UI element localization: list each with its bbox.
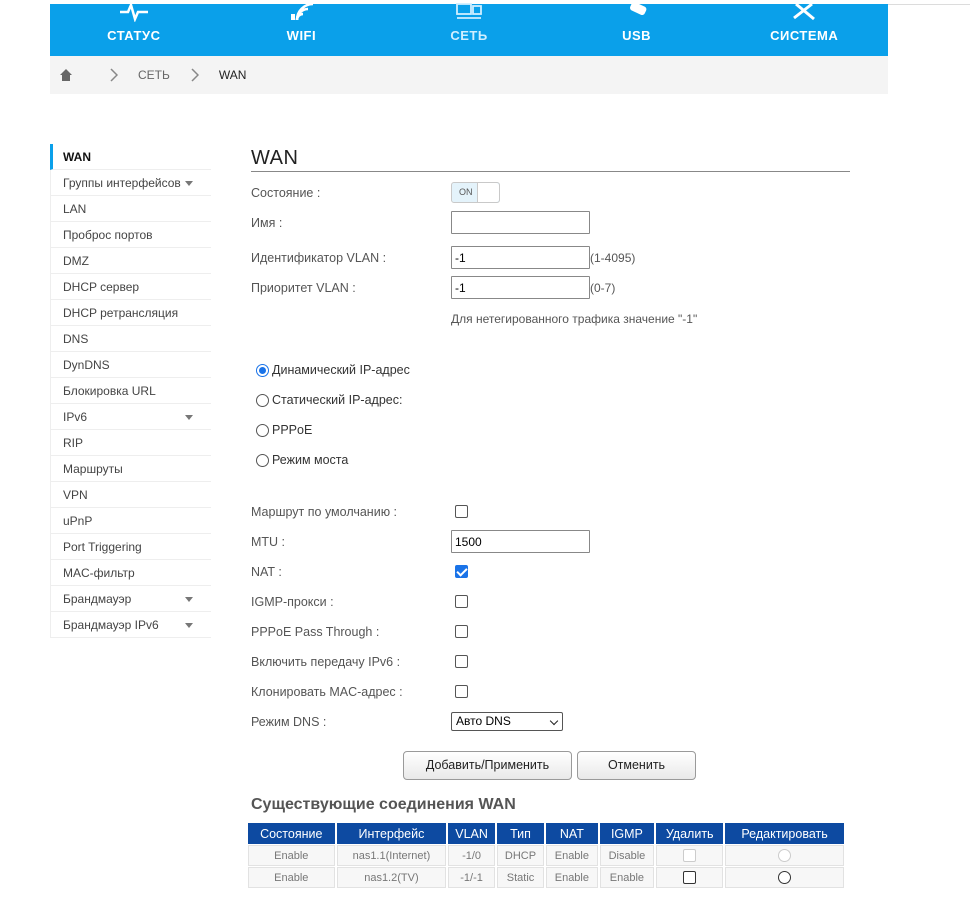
caret-down-icon [185, 597, 193, 602]
mtu-label: MTU : [251, 535, 286, 549]
cell-delete [656, 867, 723, 888]
cell-type: Static [497, 867, 544, 888]
nav-usb[interactable] [553, 4, 721, 56]
sidebar-item-rip[interactable] [50, 430, 211, 456]
edit-radio[interactable] [778, 871, 791, 884]
sidebar-item-routes[interactable] [50, 456, 211, 482]
mode-static-ip[interactable] [256, 393, 402, 407]
caret-down-icon [185, 623, 193, 628]
sidebar-item-firewall-ipv6[interactable] [50, 612, 211, 638]
mtu-input[interactable] [451, 530, 590, 553]
cell-igmp: Disable [600, 845, 655, 866]
cell-state: Enable [248, 867, 335, 888]
sidebar-item-label: Блокировка URL [63, 384, 156, 398]
nav-wifi-label: WIFI [286, 28, 317, 43]
apply-button[interactable]: Добавить/Применить [403, 751, 572, 780]
col-igmp: IGMP [600, 823, 655, 844]
sidebar-item-label: Port Triggering [63, 540, 142, 554]
col-interface: Интерфейс [337, 823, 447, 844]
cell-edit [725, 845, 844, 866]
connections-table [246, 822, 846, 889]
dns-mode-select[interactable] [451, 712, 563, 731]
col-vlan: VLAN [448, 823, 495, 844]
mode-bridge-label: Режим моста [272, 453, 349, 467]
sidebar-item-label: Маршруты [63, 462, 123, 476]
sidebar-item-dmz[interactable] [50, 248, 211, 274]
col-delete: Удалить [656, 823, 723, 844]
igmp-proxy-label: IGMP-прокси : [251, 595, 334, 609]
nav-wifi[interactable] [218, 4, 386, 56]
ipv6-passthrough-checkbox[interactable] [455, 655, 468, 668]
cell-vlan: -1/-1 [448, 867, 495, 888]
igmp-proxy-checkbox[interactable] [455, 595, 468, 608]
cancel-button[interactable]: Отменить [577, 751, 696, 780]
nav-status-label: СТАТУС [107, 28, 161, 43]
vlan-priority-label: Приоритет VLAN : [251, 281, 356, 295]
mode-bridge[interactable] [256, 453, 348, 467]
col-type: Тип [497, 823, 544, 844]
sidebar-item-dns[interactable] [50, 326, 211, 352]
radio-button[interactable] [256, 394, 269, 407]
breadcrumb [50, 56, 888, 94]
cell-interface: nas1.1(Internet) [337, 845, 447, 866]
pppoe-pass-through-checkbox[interactable] [455, 625, 468, 638]
sidebar-item-label: RIP [63, 436, 84, 450]
caret-down-icon [185, 181, 193, 186]
chevron-right-icon [110, 68, 118, 82]
delete-checkbox[interactable] [683, 849, 696, 862]
sidebar [50, 144, 211, 638]
mode-dynamic-ip-label: Динамический IP-адрес [272, 363, 410, 377]
default-route-label: Маршрут по умолчанию : [251, 505, 398, 519]
sidebar-item-label: DNS [63, 332, 89, 346]
connections-title: Существующие соединения WAN [251, 796, 516, 813]
breadcrumb-section[interactable]: СЕТЬ [138, 68, 170, 82]
mode-dynamic-ip[interactable] [256, 363, 410, 377]
sidebar-item-label: LAN [63, 202, 87, 216]
sidebar-item-port-forwarding[interactable] [50, 222, 211, 248]
title-rule [251, 171, 850, 172]
vlan-id-range: (1-4095) [590, 251, 636, 265]
cell-vlan: -1/0 [448, 845, 495, 866]
cell-nat: Enable [546, 845, 597, 866]
cell-type: DHCP [497, 845, 544, 866]
sidebar-item-vpn[interactable] [50, 482, 211, 508]
radio-button[interactable] [256, 364, 269, 377]
sidebar-item-lan[interactable] [50, 196, 211, 222]
sidebar-item-label: Брандмауэр IPv6 [63, 618, 159, 632]
name-input[interactable] [451, 211, 590, 234]
page-title: WAN [251, 147, 299, 169]
vlan-id-input[interactable] [451, 246, 590, 269]
table-row [248, 867, 844, 888]
mode-static-ip-label: Статический IP-адрес: [272, 393, 403, 407]
top-navigation [50, 4, 888, 56]
nav-network[interactable] [385, 4, 553, 56]
sidebar-item-label: Группы интерфейсов [63, 176, 181, 190]
col-edit: Редактировать [725, 823, 844, 844]
mode-pppoe-label: PPPoE [272, 423, 313, 437]
sidebar-item-label: DMZ [63, 254, 89, 268]
sidebar-item-label: uPnP [63, 514, 93, 528]
sidebar-item-dhcp-server[interactable] [50, 274, 211, 300]
nat-checkbox[interactable] [455, 565, 468, 578]
clone-mac-label: Клонировать MAC-адрес : [251, 685, 403, 699]
dns-mode-value: Авто DNS [456, 714, 511, 728]
sidebar-item-label: WAN [63, 150, 91, 164]
name-label: Имя : [251, 216, 283, 230]
cell-delete [656, 845, 723, 866]
state-label: Состояние : [251, 186, 321, 200]
usb-icon [621, 2, 653, 22]
sidebar-item-mac-filter[interactable] [50, 560, 211, 586]
sidebar-item-wan[interactable] [50, 144, 211, 170]
radio-button[interactable] [256, 454, 269, 467]
home-icon[interactable] [59, 68, 73, 82]
chevron-right-icon [191, 68, 199, 82]
clone-mac-checkbox[interactable] [455, 685, 468, 698]
chevron-down-icon [550, 717, 558, 725]
ipv6-passthrough-label: Включить передачу IPv6 : [251, 655, 401, 669]
network-icon [453, 2, 485, 22]
sidebar-item-dhcp-relay[interactable] [50, 300, 211, 326]
sidebar-item-label: MAC-фильтр [63, 566, 135, 580]
nav-usb-label: USB [622, 28, 652, 43]
top-divider [888, 4, 970, 5]
vlan-id-label: Идентификатор VLAN : [251, 251, 387, 265]
sidebar-item-dyndns[interactable] [50, 352, 211, 378]
sidebar-item-label: DHCP сервер [63, 280, 140, 294]
table-header-row [248, 823, 844, 844]
untagged-hint: Для нетегированного трафика значение "-1" [451, 312, 698, 326]
caret-down-icon [185, 415, 193, 420]
nav-system-label: СИСТЕМА [770, 28, 839, 43]
mode-pppoe[interactable] [256, 423, 312, 437]
state-toggle[interactable] [451, 182, 500, 203]
col-nat: NAT [546, 823, 597, 844]
sidebar-item-label: IPv6 [63, 410, 88, 424]
nav-network-label: СЕТЬ [450, 28, 488, 43]
wifi-icon [285, 2, 317, 22]
default-route-checkbox[interactable] [455, 505, 468, 518]
status-pulse-icon [118, 2, 150, 22]
col-state: Состояние [248, 823, 335, 844]
sidebar-item-ipv6[interactable] [50, 404, 211, 430]
cell-nat: Enable [546, 867, 597, 888]
toggle-knob [477, 183, 499, 202]
state-toggle-text: ON [459, 187, 473, 197]
radio-button[interactable] [256, 424, 269, 437]
cell-interface: nas1.2(TV) [337, 867, 447, 888]
sidebar-item-interface-groups[interactable] [50, 170, 211, 196]
sidebar-item-label: DHCP ретрансляция [63, 306, 179, 320]
breadcrumb-current: WAN [218, 68, 247, 82]
cell-igmp: Enable [600, 867, 655, 888]
sidebar-item-upnp[interactable] [50, 508, 211, 534]
pppoe-pass-through-label: PPPoE Pass Through : [251, 625, 380, 639]
sidebar-item-label: Проброс портов [63, 228, 153, 242]
nat-label: NAT : [251, 565, 282, 579]
vlan-priority-range: (0-7) [590, 281, 616, 295]
sidebar-item-port-triggering[interactable] [50, 534, 211, 560]
sidebar-item-firewall[interactable] [50, 586, 211, 612]
vlan-priority-input[interactable] [451, 276, 590, 299]
sidebar-item-label: VPN [63, 488, 88, 502]
nav-system[interactable] [720, 4, 888, 56]
nav-status[interactable] [50, 4, 218, 56]
cell-state: Enable [248, 845, 335, 866]
delete-checkbox[interactable] [683, 871, 696, 884]
dns-mode-label: Режим DNS : [251, 715, 327, 729]
tools-icon [788, 2, 820, 22]
edit-radio[interactable] [778, 849, 791, 862]
cell-edit [725, 867, 844, 888]
sidebar-item-label: DynDNS [63, 358, 110, 372]
table-row [248, 845, 844, 866]
sidebar-item-url-block[interactable] [50, 378, 211, 404]
sidebar-item-label: Брандмауэр [63, 592, 132, 606]
